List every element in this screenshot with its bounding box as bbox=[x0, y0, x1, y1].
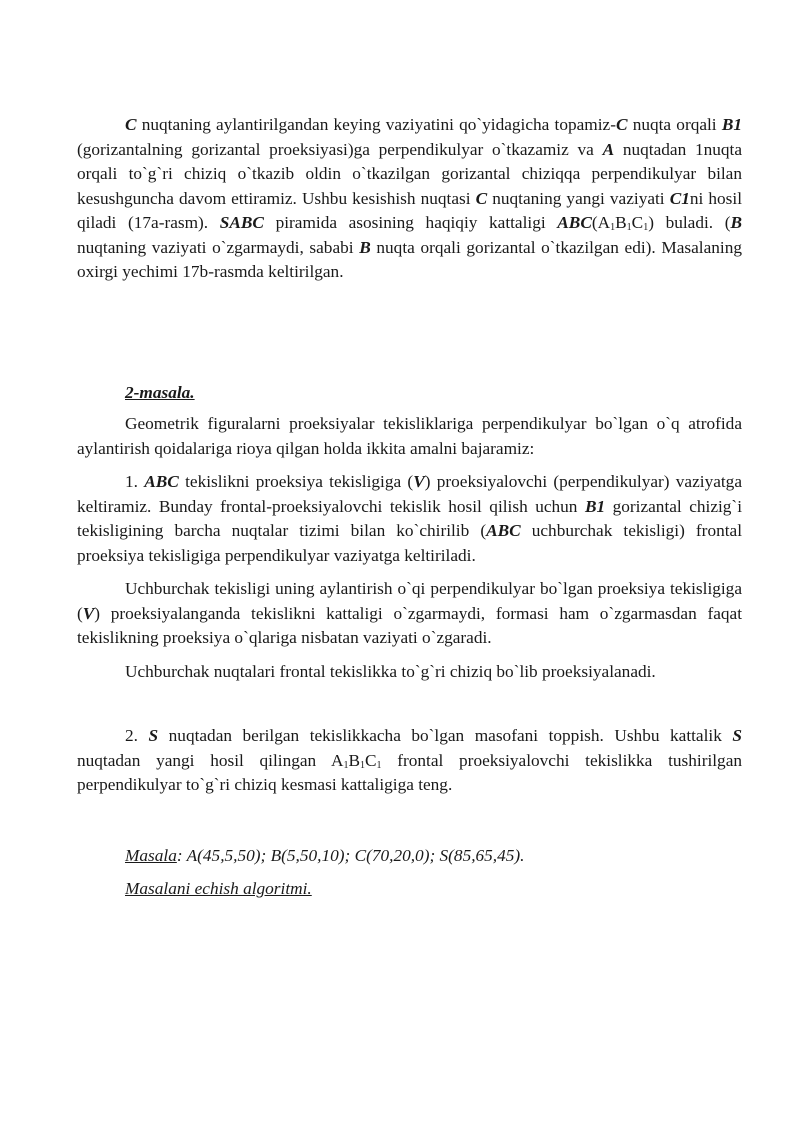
point-label: C1 bbox=[669, 188, 690, 208]
text-run: Uchburchak tekisligi uning aylantirish o`qi perpendikulyar bo`lgan proeksiya tekisligiga ( bbox=[77, 579, 742, 623]
subscript: 1 bbox=[626, 222, 632, 233]
text-run: gorizantal chizig`i tekisligining barcha nuqtalar tizimi bilan ko`chirilib ( bbox=[77, 496, 742, 540]
spacer bbox=[77, 798, 742, 844]
section-heading: 2-masala. bbox=[125, 382, 195, 402]
point-label: V bbox=[82, 603, 95, 623]
point-label: C bbox=[475, 188, 488, 208]
text-run: nuqtaning vaziyati o`zgarmaydi, sababi bbox=[77, 237, 360, 257]
text-run: ) buladi. ( bbox=[648, 213, 731, 232]
point-label: S bbox=[732, 726, 742, 745]
text-run: nuqtadan yangi hosil qilingan A bbox=[77, 750, 344, 770]
paragraph-triangle-points: Uchburchak nuqtalari frontal tekislikka to`g`ri chiziq bo`lib proeksiyalanadi. bbox=[125, 661, 656, 681]
point-label: B bbox=[730, 213, 743, 232]
text-run: nuqta orqali bbox=[627, 115, 722, 134]
paragraph-triangle-plane bbox=[77, 577, 742, 651]
text-run: ) proeksiyalanganda tekislikni kattaligi o`zgarmaydi, formasi ham o`zgarmasdan faqat tekislikning proeksiya o`qlariga nisbatan vaziyati o`zgaradi. bbox=[77, 603, 742, 647]
text-run: nuqtadan 1nuqta orqali to`g`ri chiziq o`tkazib oldin o`tkazilgan gorizantal chiziqqa perpendikulyar bilan kesushguncha davom ettiramiz. Ushbu kesishish nuqtasi bbox=[77, 139, 742, 208]
point-label: A bbox=[602, 139, 615, 159]
text-run: C bbox=[631, 213, 644, 232]
text-run: ni hosil qiladi (17a-rasm). bbox=[77, 188, 742, 232]
algorithm-heading-text: Masalani echish algoritmi. bbox=[125, 879, 312, 898]
paragraph-c-rotation bbox=[77, 113, 742, 285]
algorithm-heading bbox=[77, 877, 742, 902]
text-run: uchburchak tekisligi) frontal proeksiya tekisligiga perpendikulyar vaziyatga keltiriladi. bbox=[77, 521, 742, 565]
point-label: B1 bbox=[721, 115, 742, 134]
paragraph-intro: Geometrik figuralarni proeksiyalar tekisliklariga perpendikulyar bo`lgan o`q atrofida aylantirish qoidalariga rioya qilgan holda ikkita amalni bajaramiz: bbox=[77, 414, 742, 458]
subscript: 1 bbox=[610, 222, 616, 233]
paragraph-step-2 bbox=[77, 724, 742, 798]
text-run: 2. bbox=[125, 726, 149, 745]
subscript: 1 bbox=[343, 759, 349, 771]
text-run: 1. bbox=[125, 472, 145, 491]
text-run: B bbox=[348, 750, 360, 770]
document-page bbox=[77, 113, 742, 902]
point-label: ABC bbox=[144, 472, 179, 491]
point-label: SABC bbox=[219, 213, 264, 232]
problem-coordinates bbox=[77, 844, 742, 869]
point-label: B bbox=[359, 237, 371, 257]
subscript: 1 bbox=[643, 222, 649, 233]
text-run: B bbox=[615, 213, 627, 232]
point-label: B1 bbox=[584, 496, 606, 516]
point-label: C bbox=[125, 115, 137, 134]
text-run: piramida asosining haqiqiy kattaligi bbox=[263, 213, 558, 232]
problem-label: Masala bbox=[125, 845, 177, 865]
spacer bbox=[77, 285, 742, 381]
point-label: V bbox=[413, 472, 425, 491]
text-run: nuqtadan berilgan tekislikkacha bo`lgan masofani toppish. Ushbu kattalik bbox=[158, 726, 733, 745]
point-label: ABC bbox=[557, 213, 592, 232]
text-run: nuqtaning yangi vaziyati bbox=[487, 188, 670, 208]
paragraph-step-1 bbox=[77, 470, 742, 568]
coordinates-text: : A(45,5,50); B(5,50,10); C(70,20,0); S(85,65,45). bbox=[176, 845, 525, 865]
subscript: 1 bbox=[359, 759, 365, 771]
text-run: nuqta orqali gorizantal o`tkazilgan edi). Masalaning oxirgi yechimi 17b-rasmda keltirilgan. bbox=[77, 237, 742, 281]
text-run: nuqtaning aylantirilgandan keying vaziyatini qo`yidagicha topamiz- bbox=[136, 115, 616, 134]
text-run: ) proeksiyalovchi (perpendikulyar) vaziyatga keltiramiz. Bunday frontal-proeksiyalovchi tekislik hosil qilish uchun bbox=[77, 472, 742, 516]
text-run: (A bbox=[591, 213, 611, 232]
text-run: frontal proeksiyalovchi tekislikka tushirilgan perpendikulyar to`g`ri chiziq kesmasi kattaligiga teng. bbox=[77, 750, 742, 794]
point-label: C bbox=[615, 115, 628, 134]
spacer bbox=[77, 684, 742, 724]
point-label: ABC bbox=[486, 521, 521, 540]
point-label: S bbox=[148, 726, 159, 745]
text-run: (gorizantalning gorizantal proeksiyasi)ga perpendikulyar o`tkazamiz va bbox=[77, 139, 603, 159]
subscript: 1 bbox=[376, 759, 382, 771]
text-run: tekislikni proeksiya tekisligiga ( bbox=[178, 472, 414, 491]
text-run: C bbox=[364, 750, 377, 770]
